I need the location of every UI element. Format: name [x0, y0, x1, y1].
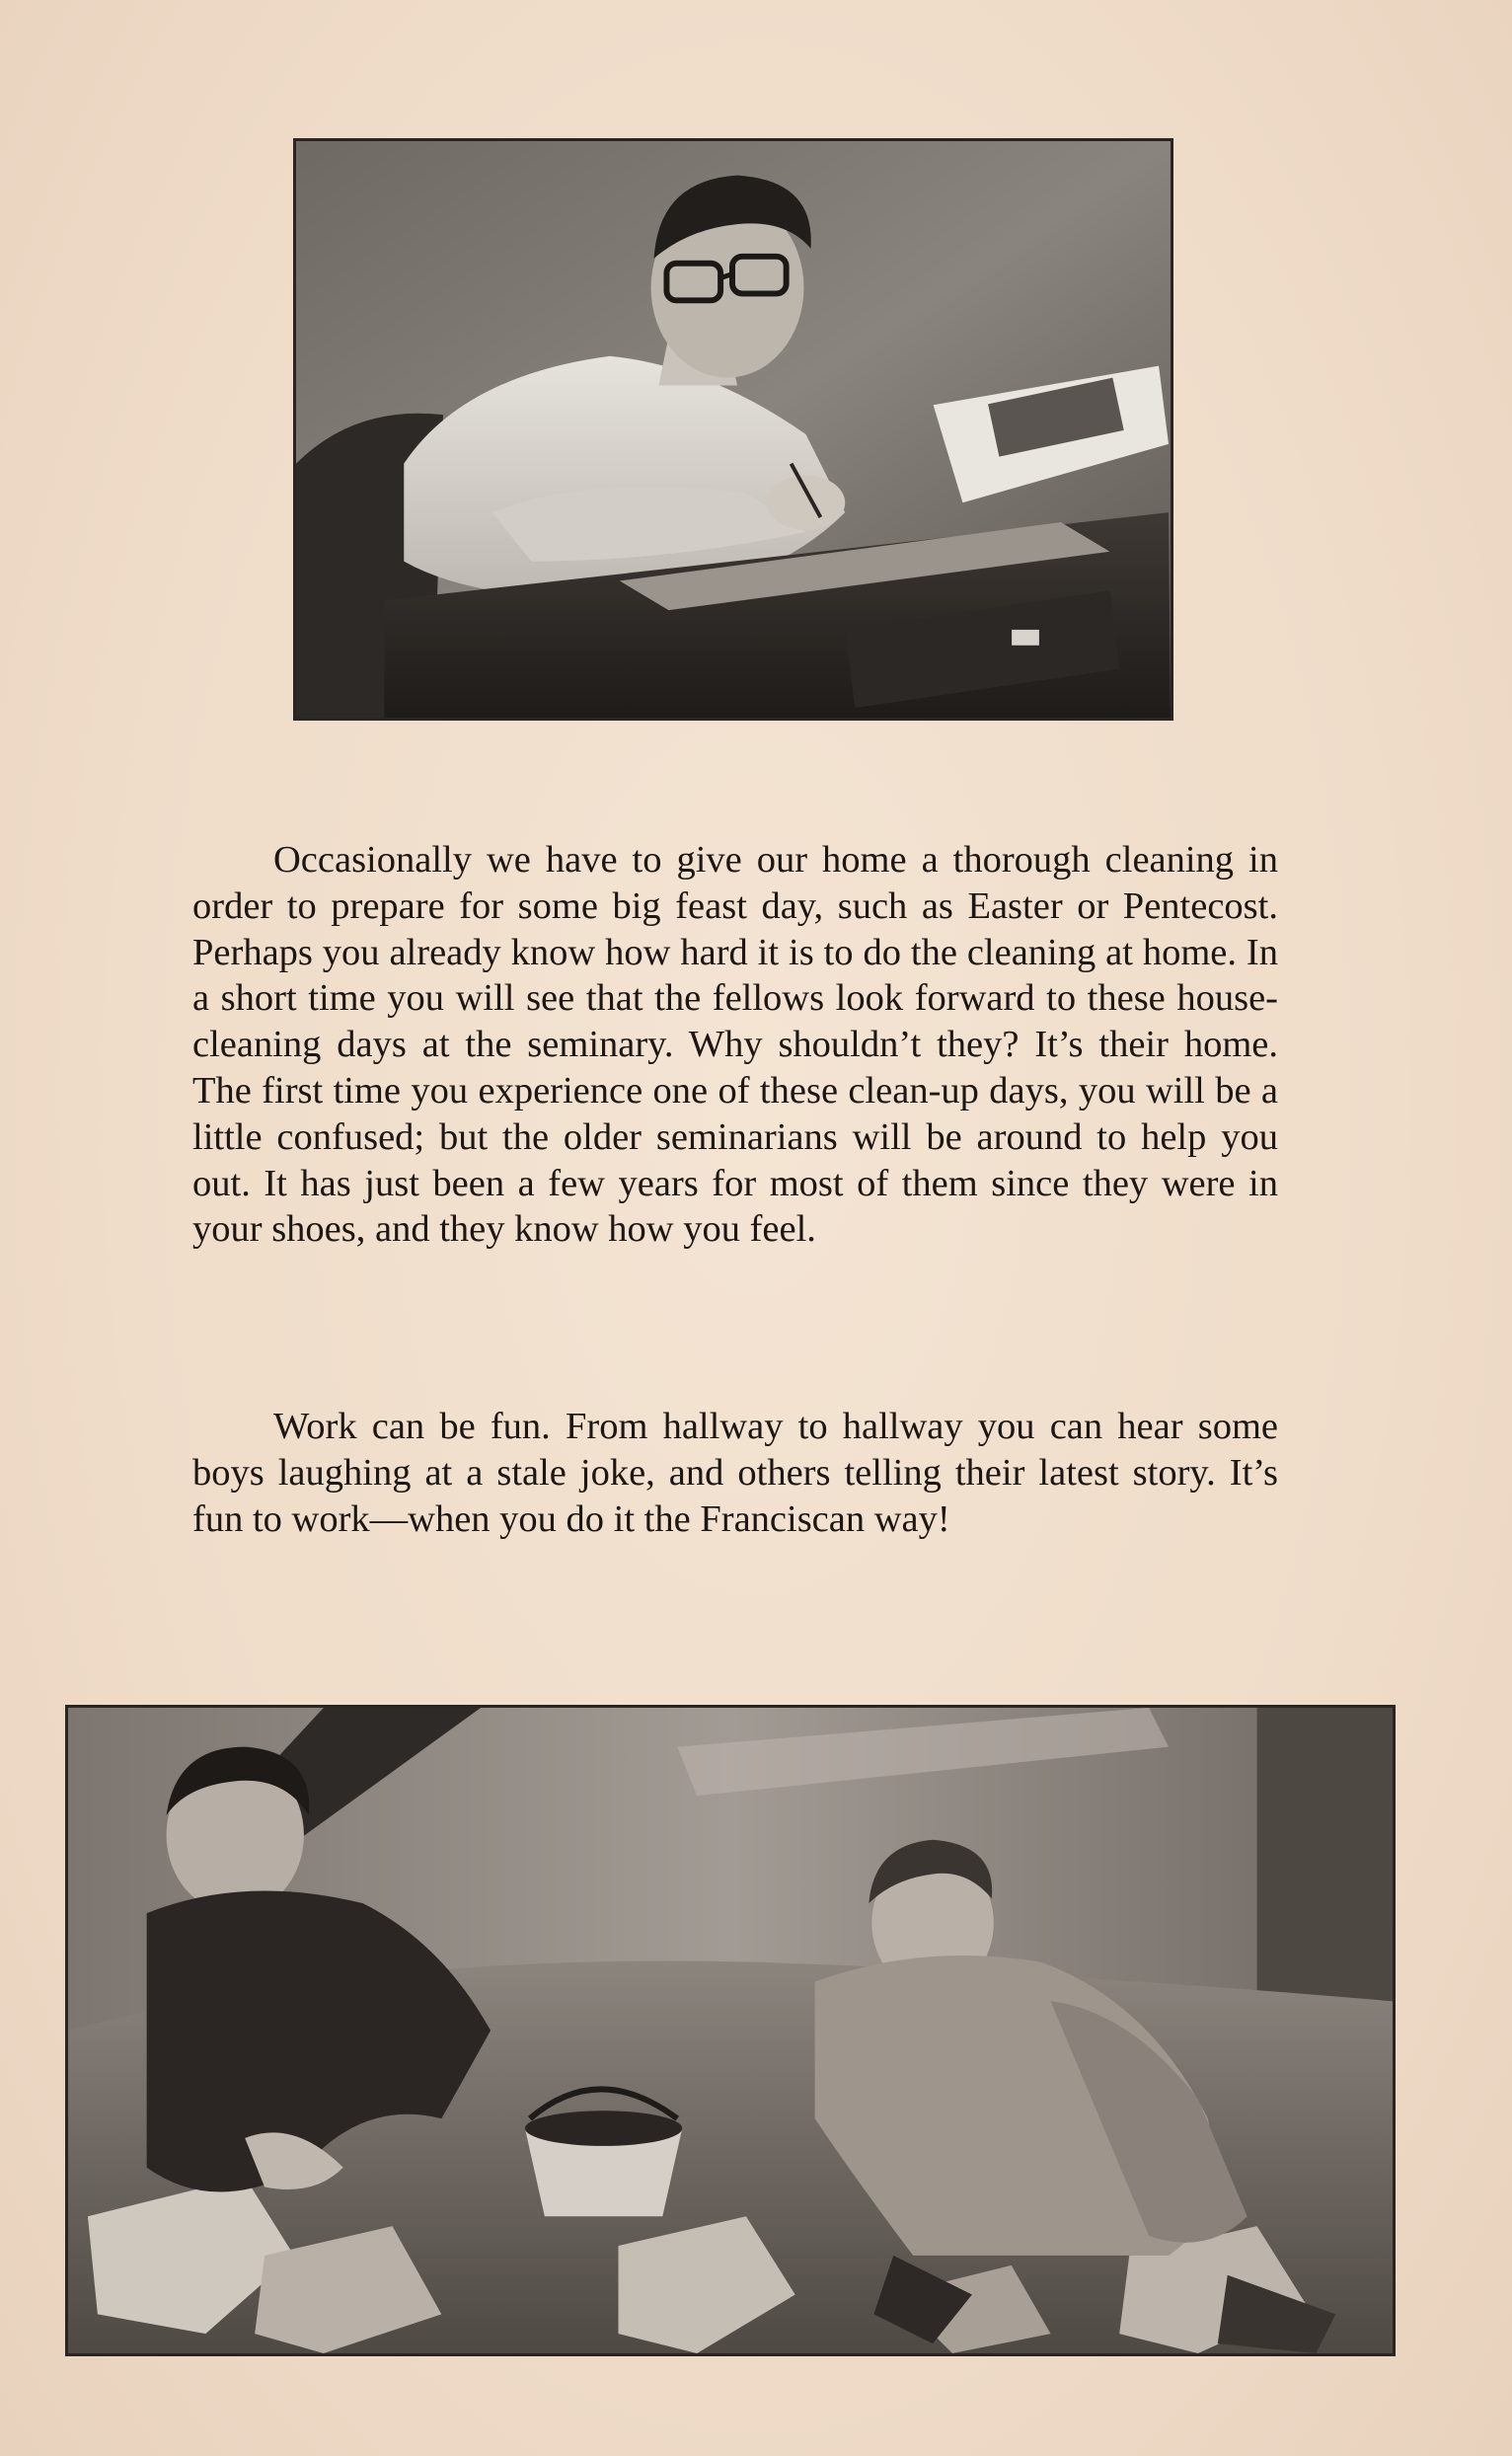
- photo-boys-working: [65, 1705, 1396, 2356]
- student-photo-image: [296, 141, 1171, 718]
- body-paragraph-2: Work can be fun. From hallway to hallway you can hear some boys laughing at a stale joke, and others telling their latest story. It’s fun to work—when you do it the Franciscan way!: [192, 1406, 1278, 1540]
- boys-working-photo-image: [68, 1708, 1393, 2353]
- photo-student-studying: [293, 138, 1173, 721]
- body-paragraph-1: Occasionally we have to give our home a thorough cleaning in order to prepare for some big feast day, such as Easter or Pentecost. Perhaps you already know how hard it is to do the cleaning at home. In a short time you will see that the fellows look forward to these house-cleaning days at the seminary. Why shouldn’t they? It’s their home. The first time you experience one of these clean-up days, you will be a little confused; but the older seminarians will be around to help you out. It has just been a few years for most of them since they were in your shoes, and they know how you feel.: [192, 839, 1278, 1251]
